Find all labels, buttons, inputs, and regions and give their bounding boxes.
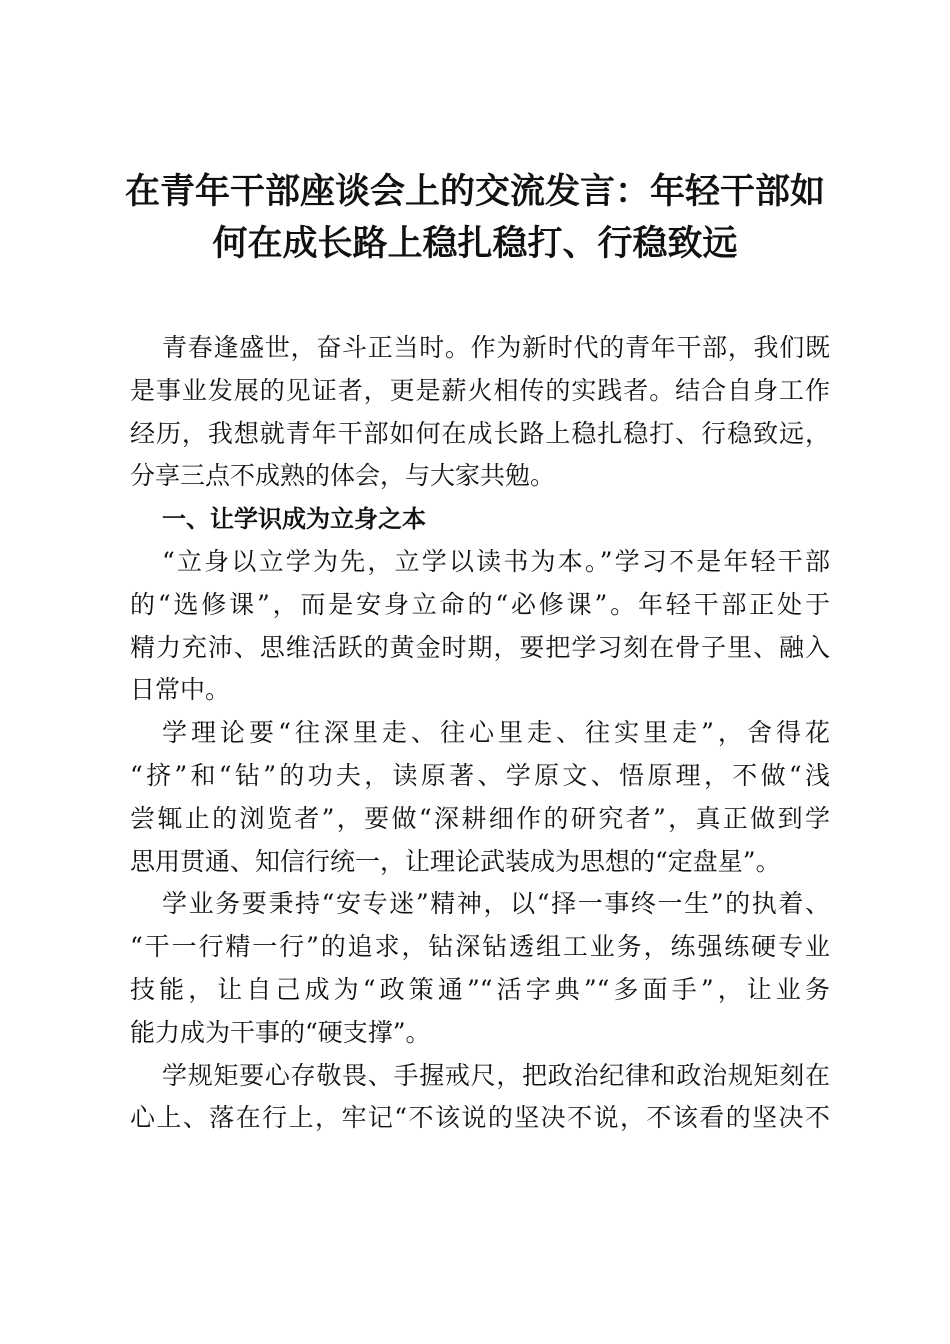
paragraph-line: 青春逢盛世，奋斗正当时。作为新时代的青年干部，我们既 — [162, 333, 830, 362]
paragraph-line: “挤”和“钻”的功夫，读原著、学原文、悟原理，不做“浅 — [130, 760, 830, 790]
paragraph-line: 经历，我想就青年干部如何在成长路上稳扎稳打、行稳致远， — [130, 418, 830, 448]
paragraph-line: 技能，让自己成为“政策通”“活字典”“多面手”，让业务 — [130, 974, 830, 1004]
paragraph-line: 的“选修课”，而是安身立命的“必修课”。年轻干部正处于 — [130, 589, 830, 619]
paragraph-line: “干一行精一行”的追求，钻深钻透组工业务，练强练硬专业 — [130, 932, 830, 962]
paragraph-line: 是事业发展的见证者，更是薪火相传的实践者。结合自身工作 — [130, 375, 830, 405]
paragraph-line: 学业务要秉持“安专迷”精神，以“择一事终一生”的执着、 — [162, 889, 830, 919]
title-line-2: 何在成长路上稳扎稳打、行稳致远 — [212, 223, 738, 264]
paragraph-line: 学规矩要心存敬畏、手握戒尺，把政治纪律和政治规矩刻在 — [162, 1060, 830, 1090]
paragraph-line: 学理论要“往深里走、往心里走、往实里走”，舍得花 — [162, 718, 830, 748]
paragraph-line: 能力成为干事的“硬支撑”。 — [130, 1017, 431, 1047]
paragraph-line: 分享三点不成熟的体会，与大家共勉。 — [130, 461, 556, 491]
document-body — [130, 327, 830, 1140]
document-title — [100, 166, 850, 270]
paragraph-line: 尝辄止的浏览者”，要做“深耕细作的研究者”，真正做到学 — [130, 803, 830, 833]
paragraph-line: 精力充沛、思维活跃的黄金时期，要把学习刻在骨子里、融入 — [130, 632, 830, 662]
paragraph-line: 心上、落在行上，牢记“不该说的坚决不说，不该看的坚决不 — [130, 1103, 830, 1133]
paragraph-line: “立身以立学为先，立学以读书为本。”学习不是年轻干部 — [162, 546, 830, 576]
section-heading: 一、让学识成为立身之本 — [162, 505, 426, 534]
paragraph-line: 日常中。 — [130, 675, 231, 705]
title-line-1: 在青年干部座谈会上的交流发言：年轻干部如 — [124, 171, 825, 212]
paragraph-line: 思用贯通、知信行统一，让理论武装成为思想的“定盘星”。 — [130, 846, 781, 876]
